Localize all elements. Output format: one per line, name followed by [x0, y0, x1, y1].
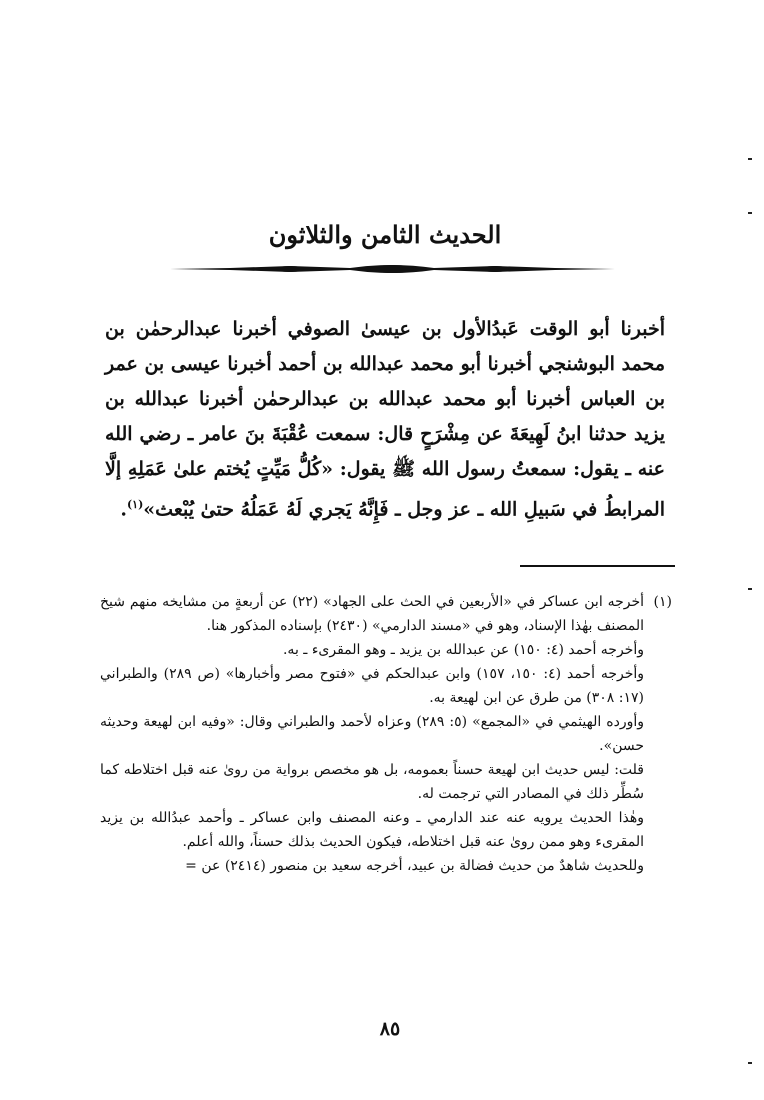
hadith-title: الحديث الثامن والثلاثون	[268, 220, 502, 249]
scan-edge-mark	[748, 588, 752, 590]
title-ornament	[170, 262, 615, 276]
footnote-separator	[520, 565, 675, 567]
hadith-end-mark: .	[120, 498, 127, 521]
footnote-line: وللحديث شاهدٌ من حديث فضالة بن عبيد، أخرجه سعيد بن منصور (٢٤١٤) عن =	[185, 858, 644, 874]
footnote-reference: (١)	[126, 498, 144, 511]
footnote-line: وهٰذا الحديث يرويه عنه عند الدارمي ـ وعنه المصنف وابن عساكر ـ وأحمد عبدُالله بن يزيد المقرىء وهو ممن روىٰ عنه قبل اختلاطه، فيكون الحديث بذلك حسناً، والله أعلم.	[100, 810, 644, 850]
footnotes-section	[100, 590, 672, 878]
scan-edge-mark	[748, 1062, 752, 1064]
scan-edge-mark	[748, 158, 752, 160]
footnote-line: وأخرجه أحمد (٤: ١٥٠) عن عبدالله بن يزيد ـ وهو المقرىء ـ به.	[282, 642, 644, 658]
footnote-text: أخرجه ابن عساكر في «الأربعين في الحث على الجهاد» (٢٢) عن أربعةٍ من مشايخه منهم شيخ المصنف بهٰذا الإسناد، وهو في «مسند الدارمي» (٢٤٣٠) بإسناده المذكور هنا.	[100, 594, 644, 634]
hadith-text	[105, 312, 665, 527]
footnote-line	[100, 590, 672, 638]
footnote-line: وأورده الهيثمي في «المجمع» (٥: ٢٨٩) وعزاه لأحمد والطبراني وقال: «وفيه ابن لهيعة وحديثه حسن».	[100, 714, 644, 754]
page-number: ٨٥	[379, 1018, 401, 1040]
footnote-line: قلت: ليس حديث ابن لهيعة حسناً بعمومه، بل هو مخصص برواية من روىٰ عنه قبل اختلاطه كما سُطِّر ذلك في المصادر التي ترجمت له.	[100, 762, 644, 802]
footnote-line: وأخرجه أحمد (٤: ١٥٠، ١٥٧) وابن عبدالحكم في «فتوح مصر وأخبارها» (ص ٢٨٩) والطبراني (١٧: ٣٠٨) من طرق عن ابن لهيعة به.	[100, 666, 645, 706]
scan-edge-mark	[748, 212, 752, 214]
hadith-body: أخبرنا أبو الوقت عَبدُالأول بن عيسىٰ الصوفي أخبرنا عبدالرحمٰن بن محمد البوشنجي أخبرنا أبو محمد عبدالله بن أحمد أخبرنا عيسى بن عمر بن العباس أخبرنا أبو محمد عبدالله بن عبدالرحمٰن أخبرنا عبدالله بن يزيد حدثنا ابنُ لَهِيعَةَ عن مِشْرَحٍ قال: سمعت عُقْبَةَ بنَ عامر ـ رضي الله عنه ـ يقول: سمعتُ رسول الله ﷺ يقول: «كُلُّ مَيِّتٍ يُختم علىٰ عَمَلِهِ إلَّا المرابطُ في سَبيلِ الله ـ عز وجل ـ فَإِنَّهُ يَجري لَهُ عَمَلُهُ حتىٰ يُبْعث»	[105, 318, 665, 521]
footnote-number: (١)	[653, 594, 672, 610]
